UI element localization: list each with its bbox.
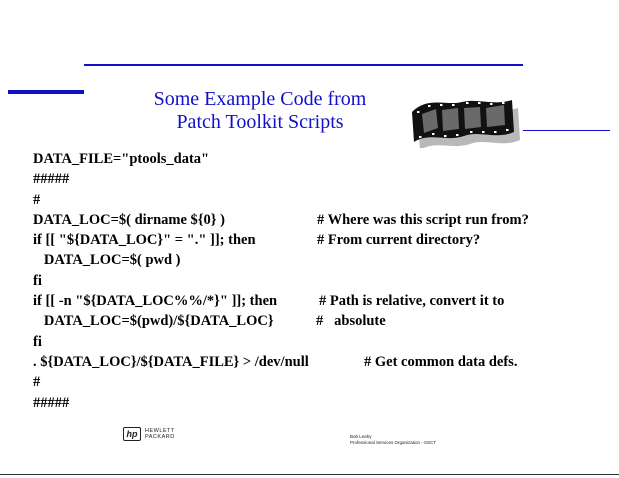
code-comment: # Path is relative, convert it to <box>319 293 505 310</box>
slide-title <box>100 88 420 134</box>
code-statement: fi <box>33 333 42 350</box>
code-statement: # <box>33 191 41 208</box>
code-comment: # Where was this script run from? <box>317 211 529 228</box>
code-statement: if [[ -n "${DATA_LOC%%/*}" ]]; then <box>33 293 278 310</box>
code-statement: . ${DATA_LOC}/${DATA_FILE} > /dev/null <box>33 353 309 370</box>
film-strip-icon <box>408 96 520 148</box>
footer-note <box>350 434 436 446</box>
top-rule <box>84 64 523 66</box>
code-statement: ##### <box>33 394 70 411</box>
code-statement: # <box>33 374 41 391</box>
hp-logo-mark: hp <box>123 427 141 441</box>
code-statement: if [[ "${DATA_LOC}" = "." ]]; then <box>33 232 256 249</box>
hp-logo-line-2: PACKARD <box>145 434 175 440</box>
bottom-rule <box>0 474 619 475</box>
code-statement: fi <box>33 272 42 289</box>
hp-logo <box>123 427 175 441</box>
code-comment: # From current directory? <box>317 232 481 249</box>
footer-organization: Professional Services Organization - SSCT <box>350 440 437 445</box>
code-statement: DATA_FILE="ptools_data" <box>33 151 210 167</box>
code-comment: # Get common data defs. <box>364 353 518 370</box>
hp-logo-text <box>145 428 175 440</box>
code-statement: DATA_LOC=$(pwd)/${DATA_LOC} <box>33 313 274 330</box>
hp-logo-line-1: HEWLETT <box>145 428 175 434</box>
code-statement: DATA_LOC=$( dirname ${0} ) <box>33 211 225 228</box>
right-accent-rule <box>523 130 610 131</box>
code-comment: # absolute <box>316 313 386 330</box>
footer-author: Bob Leahy <box>350 434 372 439</box>
slide-title-line-1: Some Example Code from <box>153 88 367 110</box>
left-accent-rule <box>8 90 84 94</box>
slide-title-line-2: Patch Toolkit Scripts <box>176 111 344 133</box>
code-statement: ##### <box>33 171 70 188</box>
code-statement: DATA_LOC=$( pwd ) <box>33 252 181 269</box>
